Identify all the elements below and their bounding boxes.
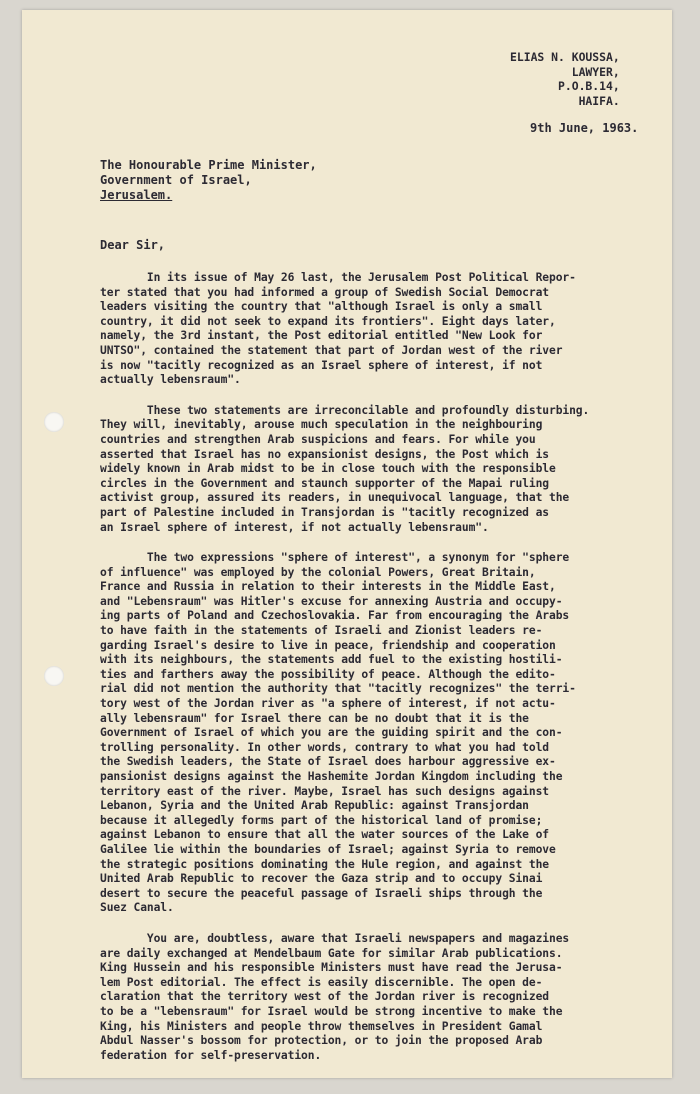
text-line: because it allegedly forms part of the historical land of promise; (100, 813, 543, 827)
text-line: is now "tacitly recognized as an Israel sphere of interest, if not (100, 358, 543, 372)
text-line: widely known in Arab midst to be in close touch with the responsible (100, 462, 556, 476)
text-line: In its issue of May 26 last, the Jerusalem Post Political Repor- (100, 271, 576, 284)
text-line: federation for self-preservation. (100, 1048, 322, 1062)
recipient-city: Jerusalem. (100, 188, 173, 202)
text-line: ing parts of Poland and Czechoslovakia. Far from encouraging the Arabs (100, 609, 570, 623)
letter-date: 9th June, 1963. (530, 121, 639, 135)
text-line: King Hussein and his responsible Ministers must have read the Jerusa- (100, 961, 563, 975)
text-line: pansionist designs against the Hashemite Jordan Kingdom including the (100, 770, 563, 783)
text-line: trolling personality. In other words, contrary to what you had told (100, 740, 549, 754)
sender-name: ELIAS N. KOUSSA, (510, 50, 620, 64)
text-line: countries and strengthen Arab suspicions and fears. For while you (100, 432, 536, 446)
text-line: territory east of the river. Maybe, Israel has such designs against (100, 784, 549, 798)
text-line: garding Israel's desire to live in peace, friendship and cooperation (100, 638, 556, 652)
letter-body (100, 271, 660, 1078)
text-line: part of Palestine included in Transjordan is "tacitly recognized as (100, 505, 549, 519)
text-line: You are, doubtless, aware that Israeli newspapers and magazines (100, 931, 570, 945)
text-line: tory west of the Jordan river as "a sphere of interest, if not actu- (100, 697, 556, 711)
punch-hole-bottom (44, 666, 64, 686)
text-line: Lebanon, Syria and the United Arab Republic: against Transjordan (100, 799, 529, 813)
text-line: lem Post editorial. The effect is easily discernible. The open de- (100, 975, 543, 989)
recipient-address (100, 158, 317, 203)
text-line: of influence" was employed by the colonial Powers, Great Britain, (100, 565, 536, 579)
body-paragraph-2 (100, 404, 660, 535)
salutation: Dear Sir, (100, 238, 166, 252)
letter-page (22, 10, 672, 1078)
text-line: namely, the 3rd instant, the Post editorial entitled "New Look for (100, 329, 543, 343)
body-paragraph-4 (100, 932, 660, 1063)
text-line: actually lebensraum". (100, 373, 241, 387)
text-line: United Arab Republic to recover the Gaza strip and to occupy Sinai (100, 872, 543, 886)
text-line: Suez Canal. (100, 901, 174, 915)
text-line: the Swedish leaders, the State of Israel does harbour aggressive ex- (100, 755, 556, 769)
text-line: to be a "lebensraum" for Israel would be strong incentive to make the (100, 1004, 563, 1018)
text-line: circles in the Government and staunch supporter of the Mapai ruling (100, 476, 549, 490)
body-paragraph-3 (100, 551, 660, 916)
text-line: ter stated that you had informed a group of Swedish Social Democrat (100, 285, 549, 299)
text-line: activist group, assured its readers, in unequivocal language, that the (100, 491, 570, 505)
text-line: Government of Israel of which you are the guiding spirit and the con- (100, 726, 563, 740)
recipient-title: The Honourable Prime Minister, (100, 158, 317, 172)
text-line: against Lebanon to ensure that all the water sources of the Lake of (100, 828, 549, 842)
text-line: country, it did not seek to expand its frontiers". Eight days later, (100, 314, 556, 328)
text-line: and "Lebensraum" was Hitler's excuse for annexing Austria and occupy- (100, 594, 563, 608)
text-line: asserted that Israel has no expansionist designs, the Post which is (100, 447, 549, 461)
text-line: claration that the territory west of the Jordan river is recognized (100, 990, 549, 1004)
text-line: the strategic positions dominating the Hule region, and against the (100, 857, 549, 871)
sender-pobox: P.O.B.14, (558, 79, 620, 93)
text-line: King, his Ministers and people throw themselves in President Gamal (100, 1019, 543, 1033)
text-line: France and Russia in relation to their interests in the Middle East, (100, 580, 556, 594)
text-line: leaders visiting the country that "although Israel is only a small (100, 300, 543, 314)
sender-city: HAIFA. (578, 93, 620, 108)
text-line: Abdul Nasser's bossom for protection, or to join the proposed Arab (100, 1034, 543, 1048)
text-line: These two statements are irreconcilable and profoundly disturbing. (100, 403, 590, 417)
text-line: The two expressions "sphere of interest", a synonym for "sphere (100, 551, 570, 565)
recipient-organization: Government of Israel, (100, 173, 252, 187)
sender-address (510, 50, 620, 108)
text-line: UNTSO", contained the statement that part of Jordan west of the river (100, 343, 563, 357)
text-line: are daily exchanged at Mendelbaum Gate for similar Arab publications. (100, 946, 563, 960)
text-line: They will, inevitably, arouse much speculation in the neighbouring (100, 418, 543, 432)
text-line: rial did not mention the authority that "tacitly recognizes" the terri- (100, 682, 576, 696)
punch-hole-top (44, 412, 64, 432)
text-line: to have faith in the statements of Israeli and Zionist leaders re- (100, 624, 543, 638)
text-line: an Israel sphere of interest, if not actually lebensraum". (100, 520, 489, 534)
sender-profession: LAWYER, (571, 64, 620, 79)
body-paragraph-1 (100, 271, 660, 388)
text-line: ties and farthers away the possibility of peace. Although the edito- (100, 667, 556, 681)
text-line: with its neighbours, the statements add fuel to the existing hostili- (100, 653, 563, 667)
text-line: ally lebensraum" for Israel there can be no doubt that it is the (100, 711, 529, 725)
text-line: Galilee lie within the boundaries of Israel; against Syria to remove (100, 842, 556, 856)
text-line: desert to secure the peaceful passage of Israeli ships through the (100, 886, 543, 900)
